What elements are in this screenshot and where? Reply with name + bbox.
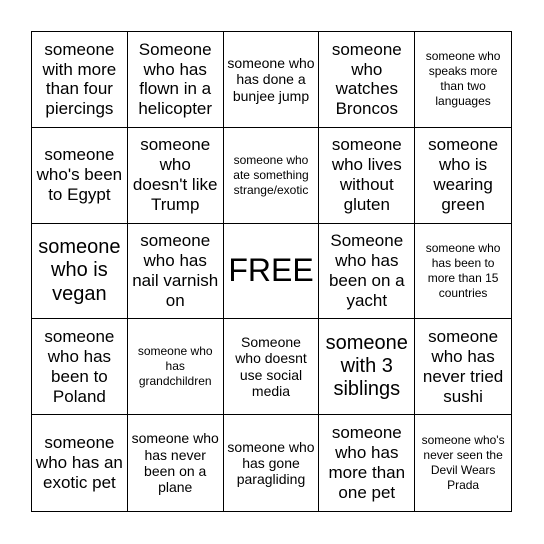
bingo-cell-r4c3[interactable]: Someone who doesnt use social media bbox=[224, 319, 320, 415]
bingo-cell-r1c1[interactable]: someone with more than four piercings bbox=[32, 32, 128, 128]
bingo-cell-r1c3[interactable]: someone who has done a bunjee jump bbox=[224, 32, 320, 128]
bingo-cell-r5c5[interactable]: someone who's never seen the Devil Wears Prada bbox=[421, 433, 505, 493]
bingo-cell-r4c4[interactable]: someone with 3 siblings bbox=[319, 319, 415, 415]
bingo-cell-r1c2[interactable]: Someone who has flown in a helicopter bbox=[128, 32, 224, 128]
bingo-cell-r1c5[interactable]: someone who speaks more than two languages bbox=[415, 32, 511, 128]
bingo-cell-r2c3[interactable]: someone who ate something strange/exotic bbox=[224, 128, 320, 224]
bingo-cell-r4c2[interactable]: someone who has grandchildren bbox=[128, 319, 224, 415]
bingo-cell-r4c1[interactable]: someone who has been to Poland bbox=[32, 319, 128, 415]
bingo-cell-r2c5[interactable]: someone who is wearing green bbox=[415, 128, 511, 224]
bingo-cell-r5c2[interactable]: someone who has never been on a plane bbox=[128, 415, 224, 511]
bingo-cell-r3c2[interactable]: someone who has nail varnish on bbox=[128, 224, 224, 320]
bingo-cell-r3c5[interactable]: someone who has been to more than 15 countries bbox=[415, 224, 511, 320]
bingo-cell-r5c1[interactable]: someone who has an exotic pet bbox=[32, 415, 128, 511]
bingo-cell-r3c1[interactable]: someone who is vegan bbox=[32, 224, 128, 320]
bingo-cell-r5c4[interactable]: someone who has more than one pet bbox=[319, 415, 415, 511]
bingo-cell-r2c4[interactable]: someone who lives without gluten bbox=[319, 128, 415, 224]
bingo-card bbox=[31, 31, 512, 512]
bingo-cell-r2c2[interactable]: someone who doesn't like Trump bbox=[128, 128, 224, 224]
bingo-cell-r1c4[interactable]: someone who watches Broncos bbox=[319, 32, 415, 128]
bingo-cell-r5c3[interactable]: someone who has gone paragliding bbox=[224, 415, 320, 511]
bingo-cell-r3c4[interactable]: Someone who has been on a yacht bbox=[319, 224, 415, 320]
bingo-cell-r4c5[interactable]: someone who has never tried sushi bbox=[415, 319, 511, 415]
bingo-cell-r2c1[interactable]: someone who's been to Egypt bbox=[32, 128, 128, 224]
bingo-cell-free[interactable]: FREE bbox=[224, 224, 320, 320]
